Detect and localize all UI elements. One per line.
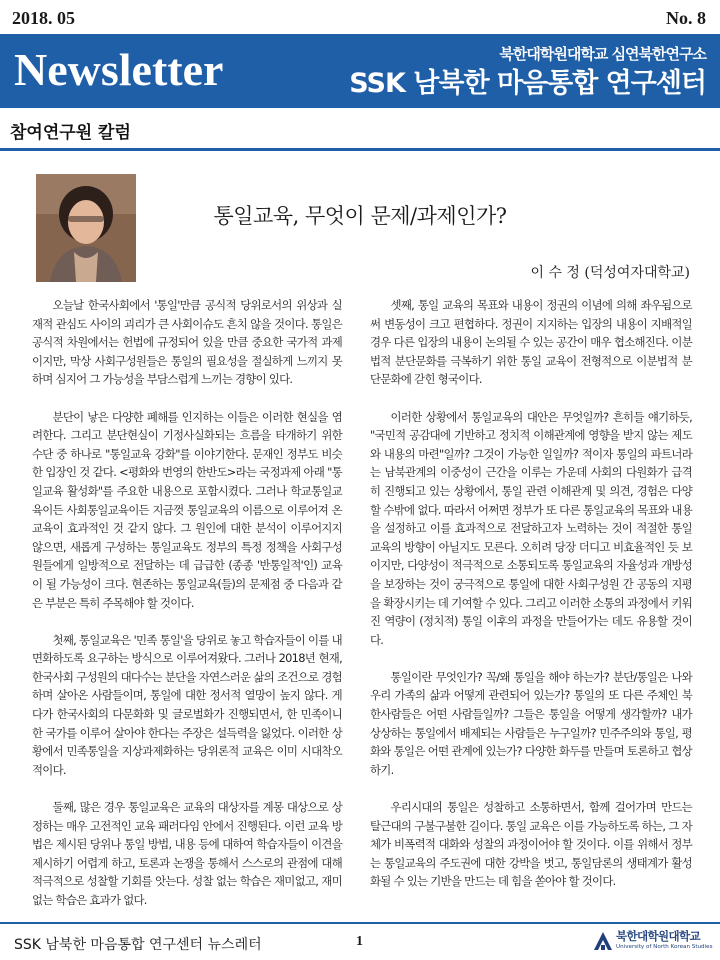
paragraph: 분단이 낳은 다양한 폐해를 인지하는 이들은 이러한 현실을 염려한다. 그리고 분단현실이 기정사실화되는 흐름을 타개하기 위한 수단 중 하나로 "통일교육 강화"를 이야기한다. 문재인 정부도 비슷한 입장인 것 같다. <평화와 번영의 한반도>라는 국정과제 아래 "통일교육 활성화"를 주요한 내용으로 포함시켰다. 그러나 학교통일교육이든 사회통일교육이든 지금껏 통일교육의 이름으로 이루어져 온 교육이 효과적인 것 같지 않다. 그 원인에 대한 분석이 이루어지지 않으면, 새롭게 구성하는 통일교육도 정부의 특정 정책을 사회구성원들에게 일방적으로 전달하는 데 급급한 (종종 '반통일적'인) 교육이 될 가능성이 크다. 현존하는 통일교육(들)의 문제점 중 다음과 같은 부분은 특히 주목해야 할 것이다.	[32, 409, 342, 610]
article-byline: 이 수 정 (덕성여자대학교)	[530, 265, 690, 281]
top-line	[0, 0, 720, 30]
section-title: 참여연구원 칼럼	[10, 123, 131, 143]
article-column-left	[32, 296, 342, 928]
footer-center-name: SSK 남북한 마음통합 연구센터 뉴스레터	[14, 937, 262, 953]
university-logo	[592, 926, 713, 956]
newsletter-banner	[0, 34, 720, 108]
article-title: 통일교육, 무엇이 문제/과제인가?	[213, 204, 507, 228]
paragraph: 통일이란 무엇인가? 꼭/왜 통일을 해야 하는가? 분단/통일은 나와 우리 가족의 삶과 어떻게 관련되어 있는가? 통일의 또 다른 주체인 북한사람들은 어떤 사람들일까? 그들은 통일을 어떻게 생각할까? 내가 상상하는 통일에서 배제되는 사람들은 누구일까? 민주주의와 통일, 평화와 통일은 어떤 관계에 있는가? 다양한 화두를 만들며 토론하고 협상하기.	[370, 669, 692, 777]
logo-english-text: University of North Korean Studies	[616, 944, 713, 950]
footer-divider	[0, 922, 720, 924]
page-number: 1	[356, 934, 363, 949]
paragraph: 이러한 상황에서 통일교육의 대안은 무엇일까? 흔히들 얘기하듯, "국민적 공감대에 기반하고 정치적 이해관계에 영향을 받지 않는 제도와 내용의 마련"일까? 그것이 가능한 일일까? 적이자 통일의 파트너라는 남북관계의 이중성이 근간을 이루는 가운데 사회의 다원화가 급격히 진행되고 있는 상황에서, 통일 관련 이해관계 및 의견, 경험은 다양할 수밖에 없다. 따라서 어쩌면 정부가 또 다른 통일교육의 목표와 내용을 설정하고 이를 효과적으로 전달하고자 노력하는 것이 적절한 통일교육의 방향이 아닐지도 모른다. 오히려 당장 더디고 비효율적인 듯 보이지만, 다양성이 적극적으로 소통되도록 통일교육의 자율성과 개방성을 보장하는 것이 궁극적으로 통일에 대한 사회구성원 간 공동의 지평을 확장시키는 데 기여할 수 있다. 그리고 이러한 소통의 과정에서 키워진 역량이 (정치적) 통일 이후의 과정을 만들어가는 데도 유용할 것이다.	[370, 409, 692, 647]
section-divider	[0, 148, 720, 151]
paragraph: 둘째, 많은 경우 통일교육은 교육의 대상자를 계몽 대상으로 상정하는 매우 고전적인 교육 패러다임 안에서 진행된다. 이런 교육 방법은 제시된 당위나 통일 방법, 내용 등에 대하여 학습자들이 이견을 제시하기 어렵게 하고, 토론과 논쟁을 통해서 스스로의 관점에 대해 적극적으로 성찰할 기회를 앗는다. 성찰 없는 학습은 재미없고, 재미없는 학습은 효과가 없다.	[32, 800, 342, 907]
newsletter-title: Newsletter	[14, 44, 224, 95]
article-column-right	[370, 296, 692, 910]
issue-number: No. 8	[666, 8, 706, 28]
logo-korean-text: 북한대학원대학교	[616, 929, 701, 943]
center-name: SSK 남북한 마음통합 연구센터	[349, 68, 706, 99]
institute-name: 북한대학원대학교 심연북한연구소	[499, 45, 706, 63]
paragraph: 우리시대의 통일은 성찰하고 소통하면서, 함께 걸어가며 만드는 탈근대의 구불구불한 길이다. 통일 교육은 이를 가능하도록 하는, 그 자체가 비폭력적 대화와 성찰의 과정이어야 할 것이다. 이를 위해서 정부는 통일교육의 주도권에 대한 강박을 벗고, 통일담론의 생태계가 활성화될 수 있는 기반을 만드는 데 힘을 쏟아야 할 것이다.	[370, 800, 692, 889]
paragraph: 오늘날 한국사회에서 '통일'만큼 공식적 당위로서의 위상과 실재적 관심도 사이의 괴리가 큰 사회이슈도 흔치 않을 것이다. 통일은 공식적 차원에서는 헌법에 규정되어 있을 만큼 중요한 국가적 과제이지만, 막상 사회구성원들은 통일의 필요성을 절실하게 느끼지 못하며 심지어 그 가능성을 부담스럽게 느끼는 경향이 있다.	[32, 298, 342, 387]
university-emblem-icon	[592, 928, 614, 954]
paragraph: 셋째, 통일 교육의 목표와 내용이 정권의 이념에 의해 좌우됨으로써 변동성이 크고 편협하다. 정권이 지지하는 입장의 내용이 지배적일 경우 다른 입장의 내용이 논의될 수 있는 공간이 매우 협소해진다. 이분법적 분단문화를 극복하기 위한 통일 교육이 전형적으로 이분법적 분단문화에 갇힌 형국이다.	[370, 298, 692, 387]
paragraph: 첫째, 통일교육은 '민족 통일'을 당위로 놓고 학습자들이 이를 내면화하도록 요구하는 방식으로 이루어져왔다. 그러나 2018년 현재, 한국사회 구성원의 대다수는 분단을 자연스러운 삶의 조건으로 경험하며 살아온 사람들이며, 통일에 대한 정서적 열망이 높지 않다. 게다가 한국사회의 다문화화 및 글로벌화가 진행되면서, 한 민족이니 한 국가를 이루어 살아야 한다는 주장은 설득력을 잃었다. 이러한 상황에서 민족통일을 지상과제화하는 당위론적 교육은 이미 시대착오적이다.	[32, 632, 342, 777]
issue-date: 2018. 05	[12, 8, 75, 28]
